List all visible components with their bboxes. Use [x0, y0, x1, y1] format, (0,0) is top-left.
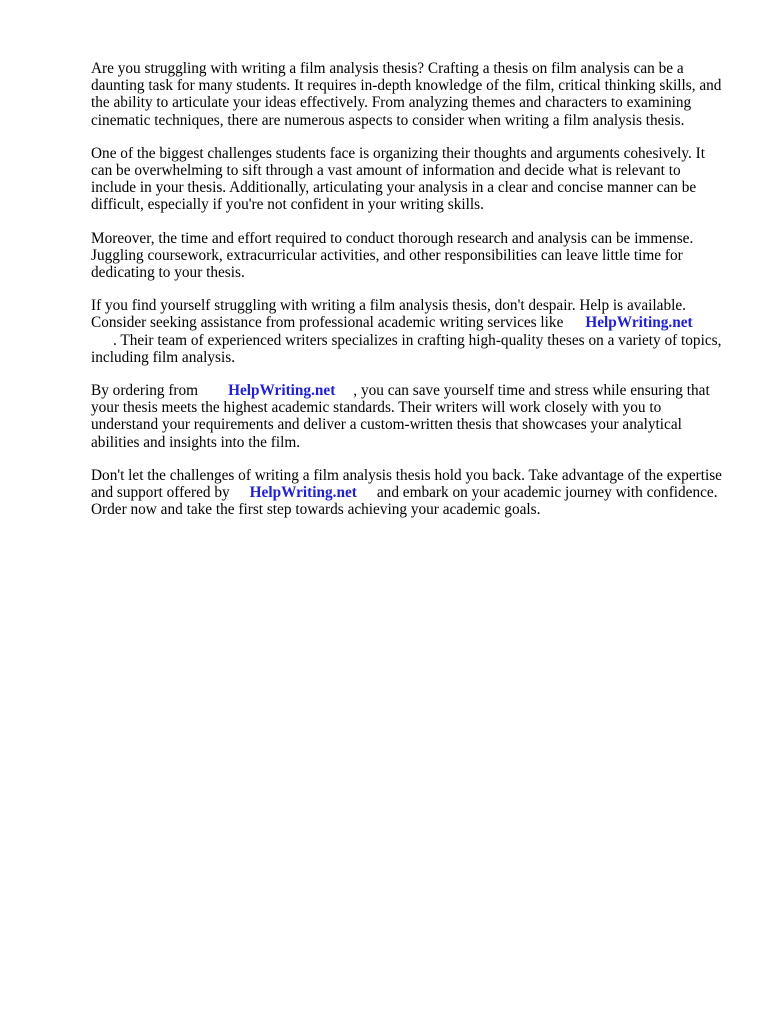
paragraph-ordering: [91, 382, 725, 451]
paragraph-challenges: One of the biggest challenges students face is organizing their thoughts and arguments cohesively. It can be overwhelming to sift through a vast amount of information and decide what is relevant to include in your thesis. Additionally, articulating your analysis in a clear and concise manner can be difficult, especially if you're not confident in your writing skills.: [91, 144, 705, 214]
paragraph-intro: Are you struggling with writing a film analysis thesis? Crafting a thesis on film analysis can be a daunting task for many students. It requires in-depth knowledge of the film, critical thinking skills, and the ability to articulate your ideas effectively. From analyzing themes and characters to examining cinematic techniques, there are numerous aspects to consider when writing a film analysis thesis.: [91, 60, 722, 129]
helpwriting-link-1[interactable]: HelpWriting.net: [585, 314, 693, 332]
helpwriting-link-3[interactable]: HelpWriting.net: [249, 484, 357, 502]
paragraph-help-available: [91, 297, 725, 366]
paragraph-ordering-text-before: By ordering from: [91, 382, 199, 400]
paragraph-time-effort: Moreover, the time and effort required to conduct thorough research and analysis can be immense. Juggling coursework, extracurricular activities, and other responsibilities can leave little time for dedicating to your thesis.: [91, 229, 694, 282]
paragraph-cta-text-before: Don't let the challenges of writing a film analysis thesis hold you back. Take advantage of the expertise and support offered by: [91, 466, 722, 502]
paragraph-cta-text-after: and embark on your academic journey with confidence. Order now and take the first step towards achieving your academic goals.: [91, 484, 718, 519]
paragraph-help-text-after: . Their team of experienced writers specializes in crafting high-quality theses on a variety of topics, including film analysis.: [91, 331, 722, 366]
paragraph-help-text-before: If you find yourself struggling with writing a film analysis thesis, don't despair. Help is available. Consider seeking assistance from professional academic writing services like: [91, 297, 686, 332]
helpwriting-link-2[interactable]: HelpWriting.net: [228, 382, 336, 400]
document-page: [91, 60, 725, 534]
paragraph-ordering-text-after: , you can save yourself time and stress while ensuring that your thesis meets the highest academic standards. Their writers will work closely with you to understand your requirements and deliver a custom-written thesis that showcases your analytical abilities and insights into the film.: [91, 382, 710, 451]
paragraph-call-to-action: [91, 467, 725, 519]
